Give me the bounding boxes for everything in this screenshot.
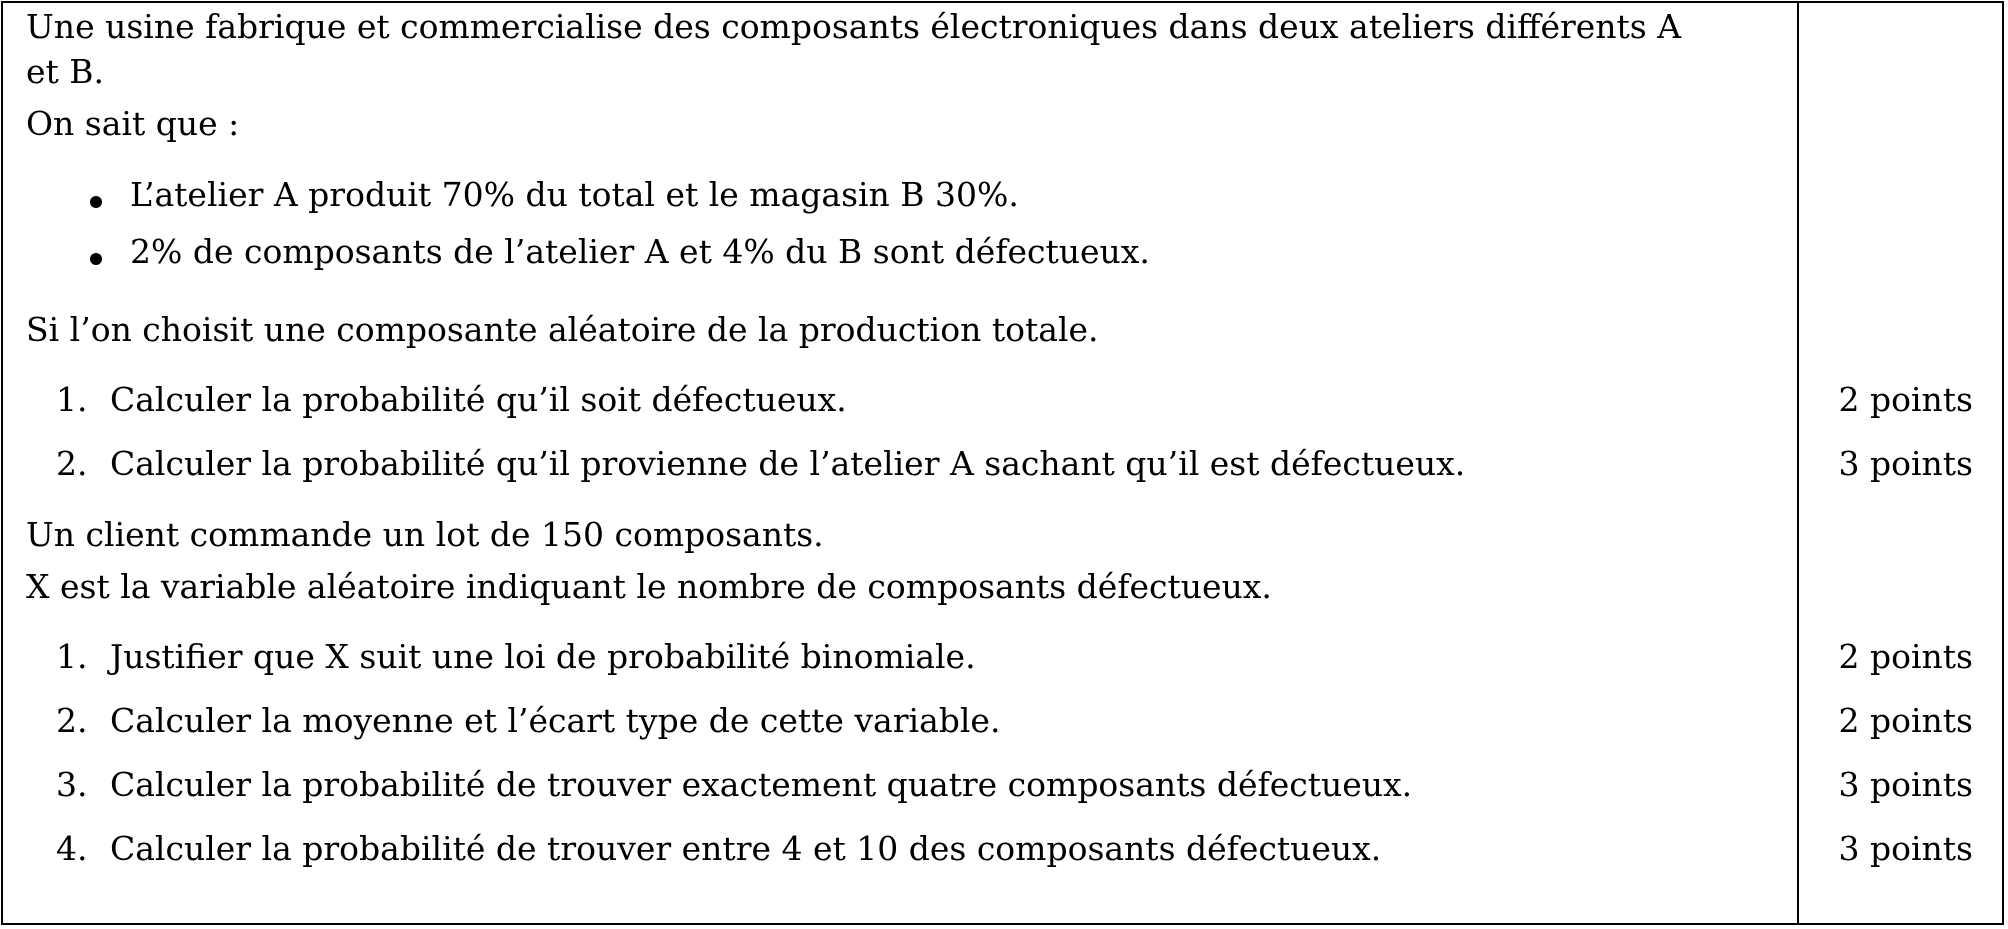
part1-item-2-number: 2. bbox=[56, 444, 88, 483]
points-column-divider bbox=[1797, 1, 1799, 925]
intro-line-3: On sait que : bbox=[26, 104, 240, 143]
part2-item-2-number: 2. bbox=[56, 701, 88, 740]
bullet-dot-2 bbox=[90, 253, 102, 265]
part2-item-2-text: Calculer la moyenne et l’écart type de cette variable. bbox=[110, 701, 1001, 740]
bullet-item-1: L’atelier A produit 70% du total et le magasin B 30%. bbox=[130, 175, 1019, 214]
intro-line-2: et B. bbox=[26, 52, 105, 91]
part2-intro-2: X est la variable aléatoire indiquant le nombre de composants défectueux. bbox=[26, 567, 1272, 606]
part2-item-4-points: 3 points bbox=[1838, 829, 1973, 868]
part1-item-2-text: Calculer la probabilité qu’il provienne de l’atelier A sachant qu’il est défectueux. bbox=[110, 444, 1466, 483]
part2-item-3-points: 3 points bbox=[1838, 765, 1973, 804]
part2-item-1-text: Justifier que X suit une loi de probabilité binomiale. bbox=[110, 637, 976, 676]
part1-item-1-number: 1. bbox=[56, 380, 88, 419]
part2-item-1-number: 1. bbox=[56, 637, 88, 676]
part1-intro: Si l’on choisit une composante aléatoire de la production totale. bbox=[26, 310, 1099, 349]
bullet-item-2: 2% de composants de l’atelier A et 4% du B sont défectueux. bbox=[130, 232, 1150, 271]
part1-item-1-points: 2 points bbox=[1838, 380, 1973, 419]
part1-item-1-text: Calculer la probabilité qu’il soit défectueux. bbox=[110, 380, 847, 419]
part2-item-2-points: 2 points bbox=[1838, 701, 1973, 740]
part2-item-1-points: 2 points bbox=[1838, 637, 1973, 676]
intro-line-1: Une usine fabrique et commercialise des composants électroniques dans deux ateliers différents A bbox=[26, 7, 1682, 46]
part2-item-3-text: Calculer la probabilité de trouver exactement quatre composants défectueux. bbox=[110, 765, 1413, 804]
bullet-dot-1 bbox=[90, 196, 102, 208]
part1-item-2-points: 3 points bbox=[1838, 444, 1973, 483]
part2-intro-1: Un client commande un lot de 150 composants. bbox=[26, 515, 824, 554]
part2-item-3-number: 3. bbox=[56, 765, 88, 804]
part2-item-4-number: 4. bbox=[56, 829, 88, 868]
part2-item-4-text: Calculer la probabilité de trouver entre 4 et 10 des composants défectueux. bbox=[110, 829, 1382, 868]
